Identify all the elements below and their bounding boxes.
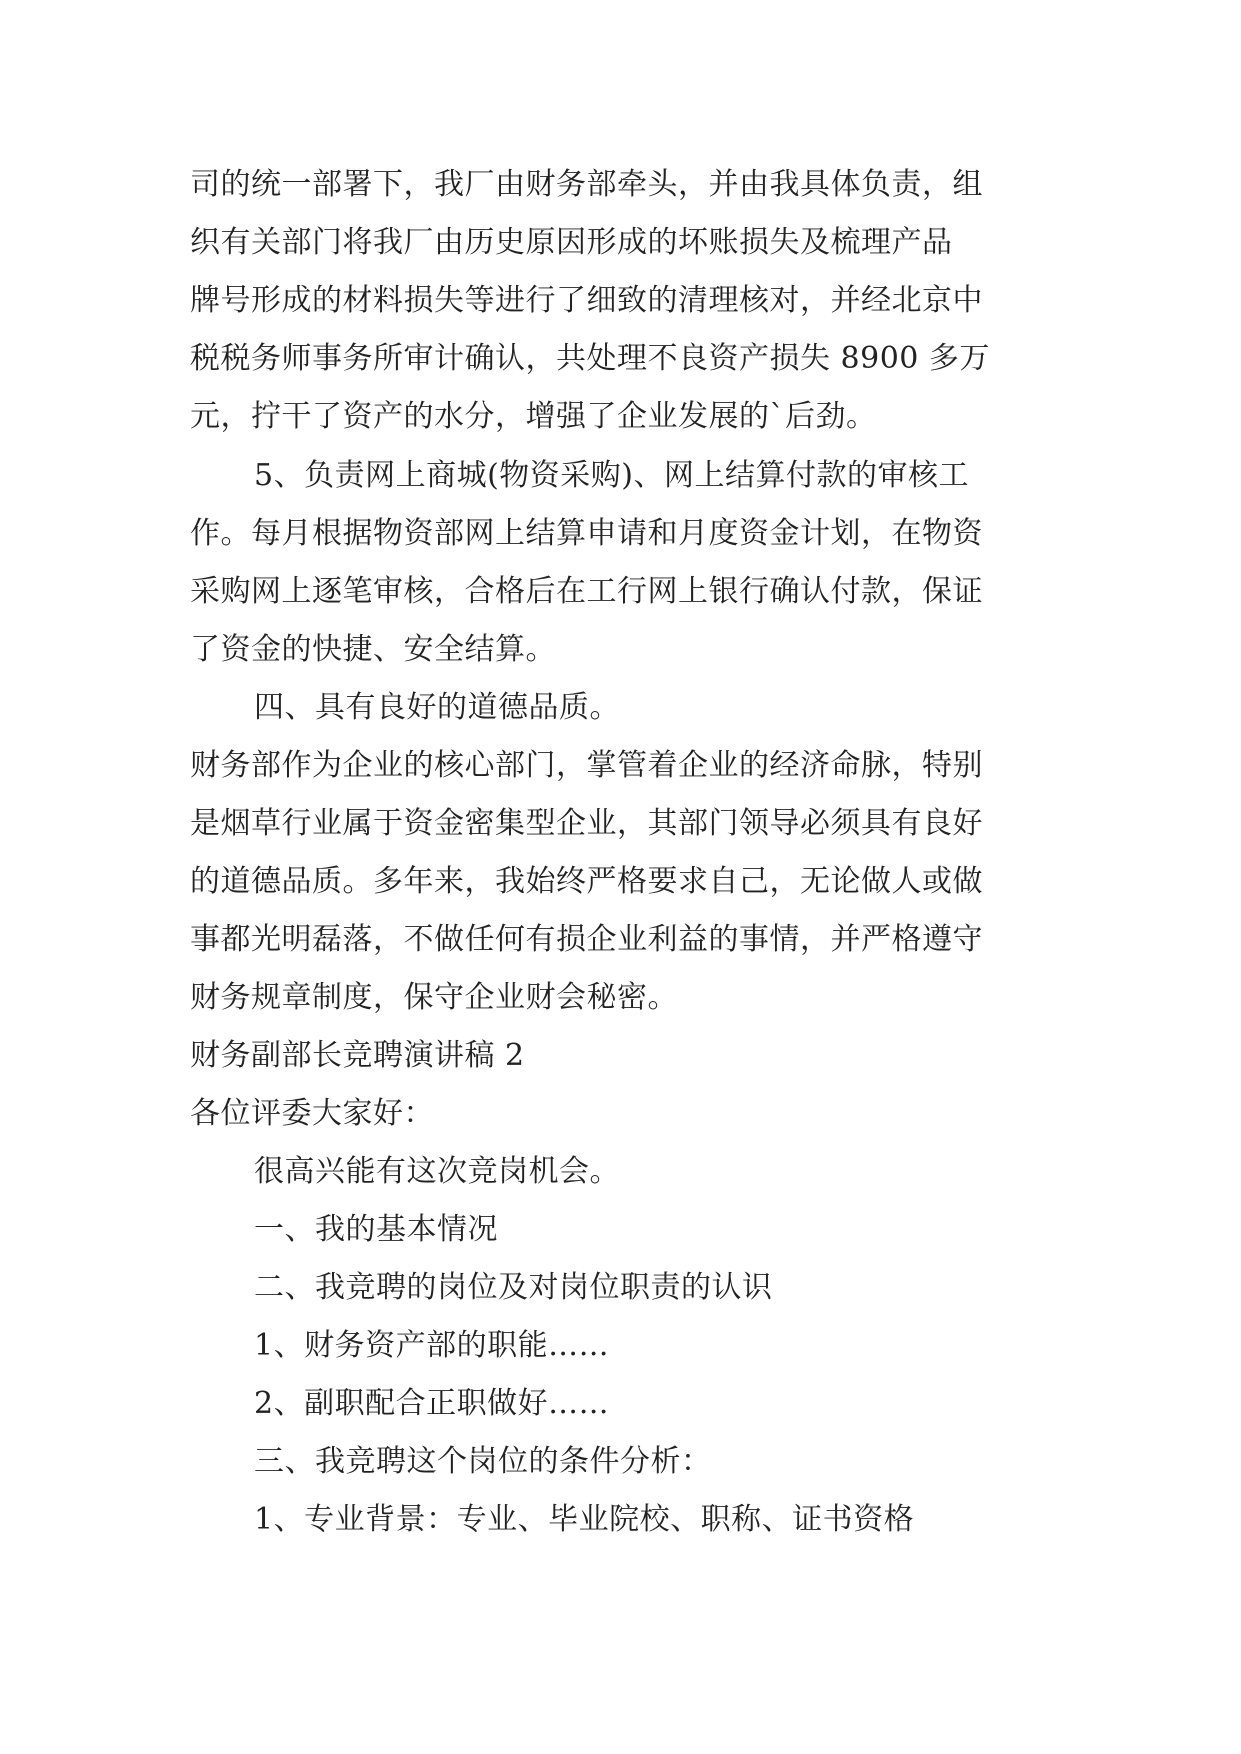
section-heading: 一、我的基本情况: [254, 1212, 498, 1247]
paragraph-line: 事都光明磊落，不做任何有损企业利益的事情，并严格遵守: [190, 922, 983, 957]
section-heading: 二、我竞聘的岗位及对岗位职责的认识: [254, 1270, 773, 1305]
paragraph-line: 财务规章制度，保守企业财会秘密。: [190, 980, 678, 1015]
paragraph-line: 织有关部门将我厂由历史原因形成的坏账损失及梳理产品: [190, 225, 953, 260]
paragraph-line: 财务部作为企业的核心部门，掌管着企业的经济命脉，特别: [190, 748, 983, 783]
paragraph-line: 牌号形成的材料损失等进行了细致的清理核对，并经北京中: [190, 283, 983, 318]
paragraph-line: 采购网上逐笔审核，合格后在工行网上银行确认付款，保证: [190, 574, 983, 609]
document-title: 财务副部长竞聘演讲稿 2: [190, 1038, 525, 1073]
list-item: 2、副职配合正职做好……: [254, 1386, 610, 1421]
paragraph-line: 作。每月根据物资部网上结算申请和月度资金计划，在物资: [190, 516, 983, 551]
paragraph-line: 元，拧干了资产的水分，增强了企业发展的`后劲。: [190, 399, 877, 434]
paragraph-line: 是烟草行业属于资金密集型企业，其部门领导必须具有良好: [190, 806, 983, 841]
paragraph-line: 税税务师事务所审计确认，共处理不良资产损失 8900 多万: [190, 341, 990, 376]
paragraph-line: 很高兴能有这次竞岗机会。: [254, 1154, 620, 1189]
paragraph-line: 了资金的快捷、安全结算。: [190, 632, 556, 667]
list-item: 1、专业背景：专业、毕业院校、职称、证书资格: [254, 1502, 915, 1537]
section-heading: 四、具有良好的道德品质。: [254, 690, 620, 725]
paragraph-line: 司的统一部署下，我厂由财务部牵头，并由我具体负责，组: [190, 167, 983, 202]
list-item: 1、财务资产部的职能……: [254, 1328, 610, 1363]
paragraph-line: 5、负责网上商城(物资采购)、网上结算付款的审核工: [254, 458, 969, 493]
paragraph-line: 的道德品质。多年来，我始终严格要求自己，无论做人或做: [190, 864, 983, 899]
section-heading: 三、我竞聘这个岗位的条件分析：: [254, 1444, 712, 1479]
salutation: 各位评委大家好：: [190, 1096, 434, 1131]
